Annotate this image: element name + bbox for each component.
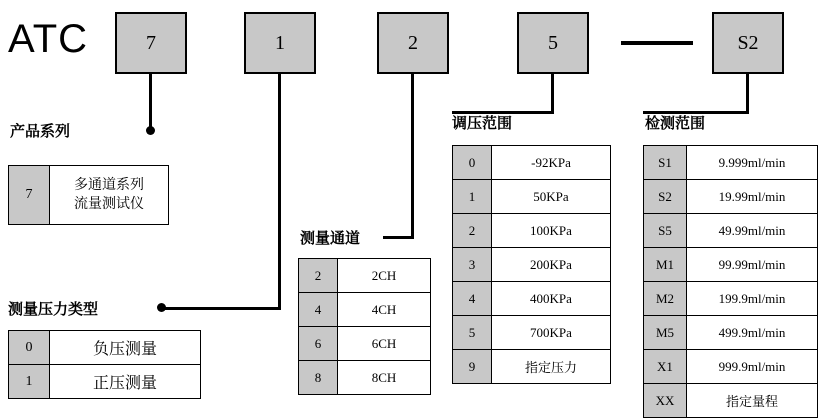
ptype-value-1: 正压测量 (50, 365, 201, 399)
detect-key-4: M2 (644, 282, 687, 316)
label-pressure-type: 测量压力类型 (8, 302, 99, 318)
table-row (453, 350, 611, 384)
channel-key-0: 2 (299, 259, 338, 293)
table-row (9, 166, 169, 225)
connector-ptype-dot (157, 303, 166, 312)
code-box-detect[interactable] (712, 12, 784, 74)
table-row (644, 282, 818, 316)
code-box-pressure-type[interactable] (244, 12, 316, 74)
code-box-series-value: 7 (146, 31, 156, 54)
detect-value-0: 9.999ml/min (687, 146, 818, 180)
channel-value-2: 6CH (338, 327, 431, 361)
label-regulate: 调压范围 (452, 116, 513, 132)
detect-value-3: 99.99ml/min (687, 248, 818, 282)
table-row (644, 384, 818, 418)
model-prefix-label: ATC (8, 17, 89, 61)
table-row (453, 146, 611, 180)
table-row (299, 293, 431, 327)
connector-series-dot (146, 126, 155, 135)
table-row (453, 214, 611, 248)
regulate-key-0: 0 (453, 146, 492, 180)
label-detect: 检测范围 (645, 116, 706, 132)
regulate-key-4: 4 (453, 282, 492, 316)
table-row (299, 327, 431, 361)
code-separator-dash (621, 41, 693, 45)
detect-key-7: XX (644, 384, 687, 418)
table-detect (643, 145, 818, 418)
regulate-key-1: 1 (453, 180, 492, 214)
regulate-value-1: 50KPa (492, 180, 611, 214)
series-value-line2: 流量测试仪 (74, 197, 144, 212)
table-row (644, 248, 818, 282)
detect-value-1: 19.99ml/min (687, 180, 818, 214)
table-row (299, 361, 431, 395)
table-series (8, 165, 169, 225)
regulate-key-6: 9 (453, 350, 492, 384)
channel-key-2: 6 (299, 327, 338, 361)
detect-key-0: S1 (644, 146, 687, 180)
table-pressure-type (8, 330, 201, 399)
regulate-value-0: -92KPa (492, 146, 611, 180)
series-value-0 (50, 166, 169, 225)
detect-value-7: 指定量程 (687, 384, 818, 418)
code-box-pressure-type-value: 1 (275, 31, 285, 54)
regulate-key-5: 5 (453, 316, 492, 350)
connector-regulate-vertical (551, 74, 554, 114)
connector-channel-vertical (411, 74, 414, 239)
detect-value-2: 49.99ml/min (687, 214, 818, 248)
channel-key-3: 8 (299, 361, 338, 395)
table-row (453, 316, 611, 350)
table-row (9, 331, 201, 365)
ptype-key-0: 0 (9, 331, 50, 365)
table-row (644, 350, 818, 384)
table-channel (298, 258, 431, 395)
regulate-key-3: 3 (453, 248, 492, 282)
table-row (644, 214, 818, 248)
table-row (9, 365, 201, 399)
regulate-key-2: 2 (453, 214, 492, 248)
label-series: 产品系列 (10, 124, 71, 140)
detect-key-3: M1 (644, 248, 687, 282)
regulate-value-2: 100KPa (492, 214, 611, 248)
connector-channel-horizontal (383, 236, 413, 239)
code-box-series[interactable] (115, 12, 187, 74)
channel-key-1: 4 (299, 293, 338, 327)
detect-key-5: M5 (644, 316, 687, 350)
code-box-regulate[interactable] (517, 12, 589, 74)
code-box-regulate-value: 5 (548, 31, 558, 54)
table-row (644, 146, 818, 180)
regulate-value-6: 指定压力 (492, 350, 611, 384)
detect-key-6: X1 (644, 350, 687, 384)
table-row (299, 259, 431, 293)
detect-value-4: 199.9ml/min (687, 282, 818, 316)
table-row (453, 248, 611, 282)
connector-ptype-horizontal (160, 307, 281, 310)
channel-value-0: 2CH (338, 259, 431, 293)
ptype-key-1: 1 (9, 365, 50, 399)
code-box-channel-value: 2 (408, 31, 418, 54)
connector-series-vertical (149, 74, 152, 130)
regulate-value-4: 400KPa (492, 282, 611, 316)
label-channel: 测量通道 (300, 231, 361, 247)
regulate-value-3: 200KPa (492, 248, 611, 282)
detect-value-6: 999.9ml/min (687, 350, 818, 384)
channel-value-3: 8CH (338, 361, 431, 395)
ptype-value-0: 负压测量 (50, 331, 201, 365)
detect-key-1: S2 (644, 180, 687, 214)
table-row (453, 180, 611, 214)
series-value-line1: 多通道系列 (74, 178, 144, 193)
table-row (644, 180, 818, 214)
code-box-channel[interactable] (377, 12, 449, 74)
detect-value-5: 499.9ml/min (687, 316, 818, 350)
channel-value-1: 4CH (338, 293, 431, 327)
connector-detect-vertical (746, 74, 749, 114)
detect-key-2: S5 (644, 214, 687, 248)
regulate-value-5: 700KPa (492, 316, 611, 350)
code-box-detect-value: S2 (737, 31, 759, 54)
table-row (644, 316, 818, 350)
series-key-0: 7 (9, 166, 50, 225)
table-row (453, 282, 611, 316)
table-regulate (452, 145, 611, 384)
connector-ptype-vertical (278, 74, 281, 309)
